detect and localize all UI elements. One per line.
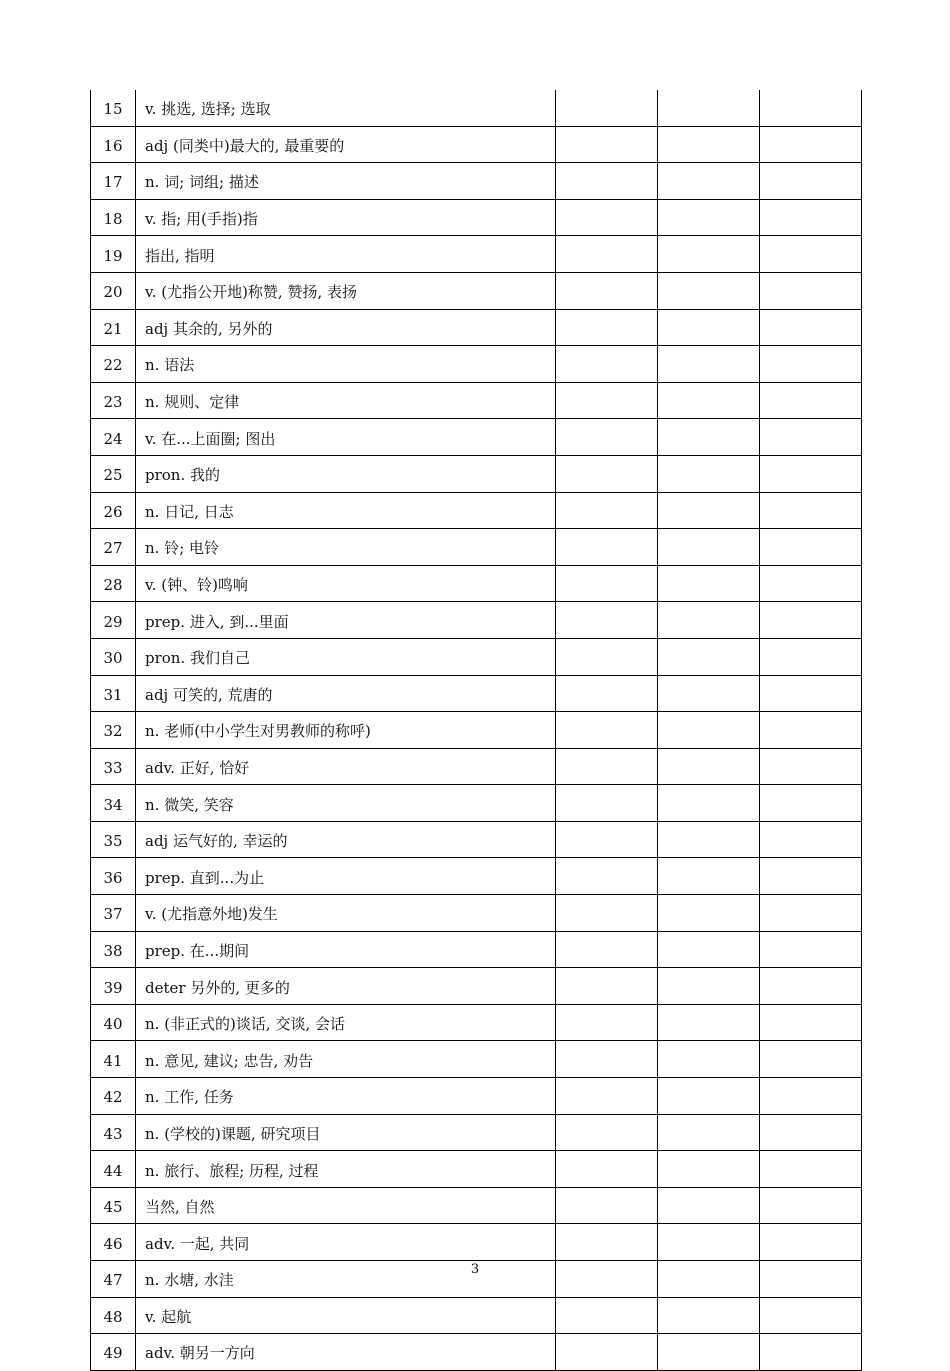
answer-cell-3[interactable] (760, 492, 862, 529)
row-number: 32 (91, 712, 136, 749)
meaning-cell: prep. 在...期间 (136, 931, 556, 968)
answer-cell-2[interactable] (658, 1041, 760, 1078)
answer-cell-1[interactable] (556, 931, 658, 968)
answer-cell-3[interactable] (760, 858, 862, 895)
answer-cell-3[interactable] (760, 90, 862, 126)
answer-cell-2[interactable] (658, 163, 760, 200)
answer-cell-3[interactable] (760, 382, 862, 419)
answer-cell-3[interactable] (760, 1151, 862, 1188)
answer-cell-3[interactable] (760, 565, 862, 602)
answer-cell-3[interactable] (760, 163, 862, 200)
answer-cell-1[interactable] (556, 309, 658, 346)
answer-cell-1[interactable] (556, 675, 658, 712)
answer-cell-2[interactable] (658, 529, 760, 566)
row-number: 42 (91, 1078, 136, 1115)
vocabulary-table (90, 90, 862, 1371)
table-row (91, 272, 862, 309)
table-row (91, 163, 862, 200)
meaning-cell: n. 老师(中小学生对男教师的称呼) (136, 712, 556, 749)
row-number: 36 (91, 858, 136, 895)
table-row (91, 968, 862, 1005)
table-row (91, 1151, 862, 1188)
answer-cell-1[interactable] (556, 163, 658, 200)
answer-cell-1[interactable] (556, 1187, 658, 1224)
answer-cell-3[interactable] (760, 1187, 862, 1224)
answer-cell-1[interactable] (556, 1041, 658, 1078)
meaning-cell: n. 规则、定律 (136, 382, 556, 419)
row-number: 48 (91, 1297, 136, 1334)
answer-cell-1[interactable] (556, 455, 658, 492)
table-row (91, 1004, 862, 1041)
answer-cell-2[interactable] (658, 346, 760, 383)
answer-cell-1[interactable] (556, 126, 658, 163)
table-row (91, 638, 862, 675)
meaning-cell: pron. 我的 (136, 455, 556, 492)
answer-cell-3[interactable] (760, 1297, 862, 1334)
row-number: 22 (91, 346, 136, 383)
meaning-cell: n. 意见, 建议; 忠告, 劝告 (136, 1041, 556, 1078)
row-number: 30 (91, 638, 136, 675)
answer-cell-1[interactable] (556, 1114, 658, 1151)
vocabulary-table-body (91, 90, 862, 1370)
answer-cell-2[interactable] (658, 1297, 760, 1334)
table-row (91, 675, 862, 712)
page-number: 3 (470, 1262, 480, 1277)
answer-cell-2[interactable] (658, 309, 760, 346)
answer-cell-3[interactable] (760, 1004, 862, 1041)
answer-cell-3[interactable] (760, 1041, 862, 1078)
answer-cell-2[interactable] (658, 1224, 760, 1261)
table-row (91, 455, 862, 492)
answer-cell-3[interactable] (760, 602, 862, 639)
meaning-cell: prep. 直到...为止 (136, 858, 556, 895)
answer-cell-2[interactable] (658, 1334, 760, 1371)
meaning-cell: v. 指; 用(手指)指 (136, 199, 556, 236)
row-number: 35 (91, 821, 136, 858)
table-row (91, 309, 862, 346)
answer-cell-1[interactable] (556, 272, 658, 309)
table-row (91, 1078, 862, 1115)
meaning-cell: n. (学校的)课题, 研究项目 (136, 1114, 556, 1151)
answer-cell-1[interactable] (556, 1334, 658, 1371)
table-row (91, 419, 862, 456)
table-row (91, 821, 862, 858)
answer-cell-2[interactable] (658, 455, 760, 492)
row-number: 21 (91, 309, 136, 346)
answer-cell-2[interactable] (658, 602, 760, 639)
answer-cell-2[interactable] (658, 931, 760, 968)
answer-cell-3[interactable] (760, 821, 862, 858)
table-row (91, 1334, 862, 1371)
answer-cell-1[interactable] (556, 712, 658, 749)
answer-cell-3[interactable] (760, 419, 862, 456)
answer-cell-1[interactable] (556, 968, 658, 1005)
row-number: 18 (91, 199, 136, 236)
row-number: 46 (91, 1224, 136, 1261)
row-number: 28 (91, 565, 136, 602)
meaning-cell: v. 起航 (136, 1297, 556, 1334)
answer-cell-3[interactable] (760, 712, 862, 749)
answer-cell-2[interactable] (658, 1187, 760, 1224)
row-number: 49 (91, 1334, 136, 1371)
answer-cell-1[interactable] (556, 1297, 658, 1334)
row-number: 20 (91, 272, 136, 309)
answer-cell-3[interactable] (760, 272, 862, 309)
row-number: 40 (91, 1004, 136, 1041)
row-number: 26 (91, 492, 136, 529)
answer-cell-3[interactable] (760, 931, 862, 968)
meaning-cell: v. 挑选, 选择; 选取 (136, 90, 556, 126)
answer-cell-2[interactable] (658, 492, 760, 529)
answer-cell-3[interactable] (760, 1078, 862, 1115)
meaning-cell: adj 其余的, 另外的 (136, 309, 556, 346)
meaning-cell: v. (尤指意外地)发生 (136, 895, 556, 932)
answer-cell-2[interactable] (658, 199, 760, 236)
answer-cell-2[interactable] (658, 895, 760, 932)
table-row (91, 748, 862, 785)
answer-cell-2[interactable] (658, 419, 760, 456)
row-number: 47 (91, 1261, 136, 1298)
meaning-cell: adv. 朝另一方向 (136, 1334, 556, 1371)
meaning-cell: prep. 进入, 到...里面 (136, 602, 556, 639)
answer-cell-2[interactable] (658, 785, 760, 822)
answer-cell-1[interactable] (556, 1004, 658, 1041)
meaning-cell: adv. 一起, 共同 (136, 1224, 556, 1261)
answer-cell-1[interactable] (556, 895, 658, 932)
answer-cell-1[interactable] (556, 638, 658, 675)
row-number: 37 (91, 895, 136, 932)
table-row (91, 346, 862, 383)
meaning-cell: n. 旅行、旅程; 历程, 过程 (136, 1151, 556, 1188)
answer-cell-2[interactable] (658, 968, 760, 1005)
row-number: 24 (91, 419, 136, 456)
table-row (91, 199, 862, 236)
answer-cell-3[interactable] (760, 199, 862, 236)
row-number: 44 (91, 1151, 136, 1188)
answer-cell-2[interactable] (658, 712, 760, 749)
meaning-cell: adj (同类中)最大的, 最重要的 (136, 126, 556, 163)
table-row (91, 895, 862, 932)
answer-cell-2[interactable] (658, 675, 760, 712)
meaning-cell: v. (钟、铃)鸣响 (136, 565, 556, 602)
answer-cell-1[interactable] (556, 199, 658, 236)
answer-cell-1[interactable] (556, 382, 658, 419)
row-number: 15 (91, 90, 136, 126)
answer-cell-2[interactable] (658, 1114, 760, 1151)
meaning-cell: 指出, 指明 (136, 236, 556, 273)
answer-cell-3[interactable] (760, 785, 862, 822)
table-row (91, 602, 862, 639)
row-number: 34 (91, 785, 136, 822)
table-row (91, 1224, 862, 1261)
answer-cell-2[interactable] (658, 858, 760, 895)
meaning-cell: adj 运气好的, 幸运的 (136, 821, 556, 858)
meaning-cell: v. 在...上面圈; 图出 (136, 419, 556, 456)
table-row (91, 1114, 862, 1151)
row-number: 38 (91, 931, 136, 968)
answer-cell-3[interactable] (760, 346, 862, 383)
table-row (91, 492, 862, 529)
table-row (91, 382, 862, 419)
answer-cell-2[interactable] (658, 126, 760, 163)
row-number: 25 (91, 455, 136, 492)
row-number: 27 (91, 529, 136, 566)
answer-cell-2[interactable] (658, 90, 760, 126)
table-row (91, 565, 862, 602)
row-number: 33 (91, 748, 136, 785)
table-row (91, 858, 862, 895)
table-row (91, 529, 862, 566)
row-number: 41 (91, 1041, 136, 1078)
answer-cell-3[interactable] (760, 675, 862, 712)
answer-cell-2[interactable] (658, 638, 760, 675)
answer-cell-2[interactable] (658, 236, 760, 273)
row-number: 39 (91, 968, 136, 1005)
answer-cell-3[interactable] (760, 236, 862, 273)
row-number: 31 (91, 675, 136, 712)
answer-cell-3[interactable] (760, 968, 862, 1005)
table-row (91, 90, 862, 126)
row-number: 23 (91, 382, 136, 419)
row-number: 29 (91, 602, 136, 639)
row-number: 43 (91, 1114, 136, 1151)
answer-cell-2[interactable] (658, 1151, 760, 1188)
answer-cell-1[interactable] (556, 565, 658, 602)
table-row (91, 712, 862, 749)
answer-cell-1[interactable] (556, 858, 658, 895)
meaning-cell: adv. 正好, 恰好 (136, 748, 556, 785)
meaning-cell: pron. 我们自己 (136, 638, 556, 675)
meaning-cell: adj 可笑的, 荒唐的 (136, 675, 556, 712)
answer-cell-1[interactable] (556, 346, 658, 383)
answer-cell-1[interactable] (556, 602, 658, 639)
table-row (91, 1187, 862, 1224)
answer-cell-1[interactable] (556, 821, 658, 858)
table-row (91, 1041, 862, 1078)
meaning-cell: 当然, 自然 (136, 1187, 556, 1224)
meaning-cell: deter 另外的, 更多的 (136, 968, 556, 1005)
meaning-cell: n. 词; 词组; 描述 (136, 163, 556, 200)
meaning-cell: n. 水塘, 水洼 (136, 1261, 556, 1298)
answer-cell-3[interactable] (760, 126, 862, 163)
answer-cell-3[interactable] (760, 455, 862, 492)
answer-cell-1[interactable] (556, 529, 658, 566)
answer-cell-3[interactable] (760, 1224, 862, 1261)
answer-cell-1[interactable] (556, 748, 658, 785)
meaning-cell: n. 微笑, 笑容 (136, 785, 556, 822)
answer-cell-3[interactable] (760, 1114, 862, 1151)
table-row (91, 931, 862, 968)
answer-cell-2[interactable] (658, 1078, 760, 1115)
answer-cell-1[interactable] (556, 1151, 658, 1188)
row-number: 19 (91, 236, 136, 273)
answer-cell-2[interactable] (658, 382, 760, 419)
answer-cell-2[interactable] (658, 565, 760, 602)
meaning-cell: n. 工作, 任务 (136, 1078, 556, 1115)
answer-cell-1[interactable] (556, 1078, 658, 1115)
meaning-cell: n. (非正式的)谈话, 交谈, 会话 (136, 1004, 556, 1041)
answer-cell-3[interactable] (760, 895, 862, 932)
answer-cell-3[interactable] (760, 309, 862, 346)
meaning-cell: n. 日记, 日志 (136, 492, 556, 529)
answer-cell-3[interactable] (760, 1334, 862, 1371)
answer-cell-2[interactable] (658, 821, 760, 858)
answer-cell-3[interactable] (760, 529, 862, 566)
answer-cell-1[interactable] (556, 492, 658, 529)
table-row (91, 785, 862, 822)
table-row (91, 236, 862, 273)
row-number: 45 (91, 1187, 136, 1224)
answer-cell-1[interactable] (556, 419, 658, 456)
meaning-cell: n. 语法 (136, 346, 556, 383)
answer-cell-3[interactable] (760, 748, 862, 785)
answer-cell-2[interactable] (658, 272, 760, 309)
answer-cell-1[interactable] (556, 785, 658, 822)
answer-cell-3[interactable] (760, 638, 862, 675)
row-number: 16 (91, 126, 136, 163)
answer-cell-1[interactable] (556, 1224, 658, 1261)
table-row (91, 1297, 862, 1334)
answer-cell-2[interactable] (658, 1004, 760, 1041)
table-row (91, 126, 862, 163)
answer-cell-1[interactable] (556, 90, 658, 126)
answer-cell-1[interactable] (556, 236, 658, 273)
meaning-cell: v. (尤指公开地)称赞, 赞扬, 表扬 (136, 272, 556, 309)
row-number: 17 (91, 163, 136, 200)
meaning-cell: n. 铃; 电铃 (136, 529, 556, 566)
answer-cell-2[interactable] (658, 748, 760, 785)
